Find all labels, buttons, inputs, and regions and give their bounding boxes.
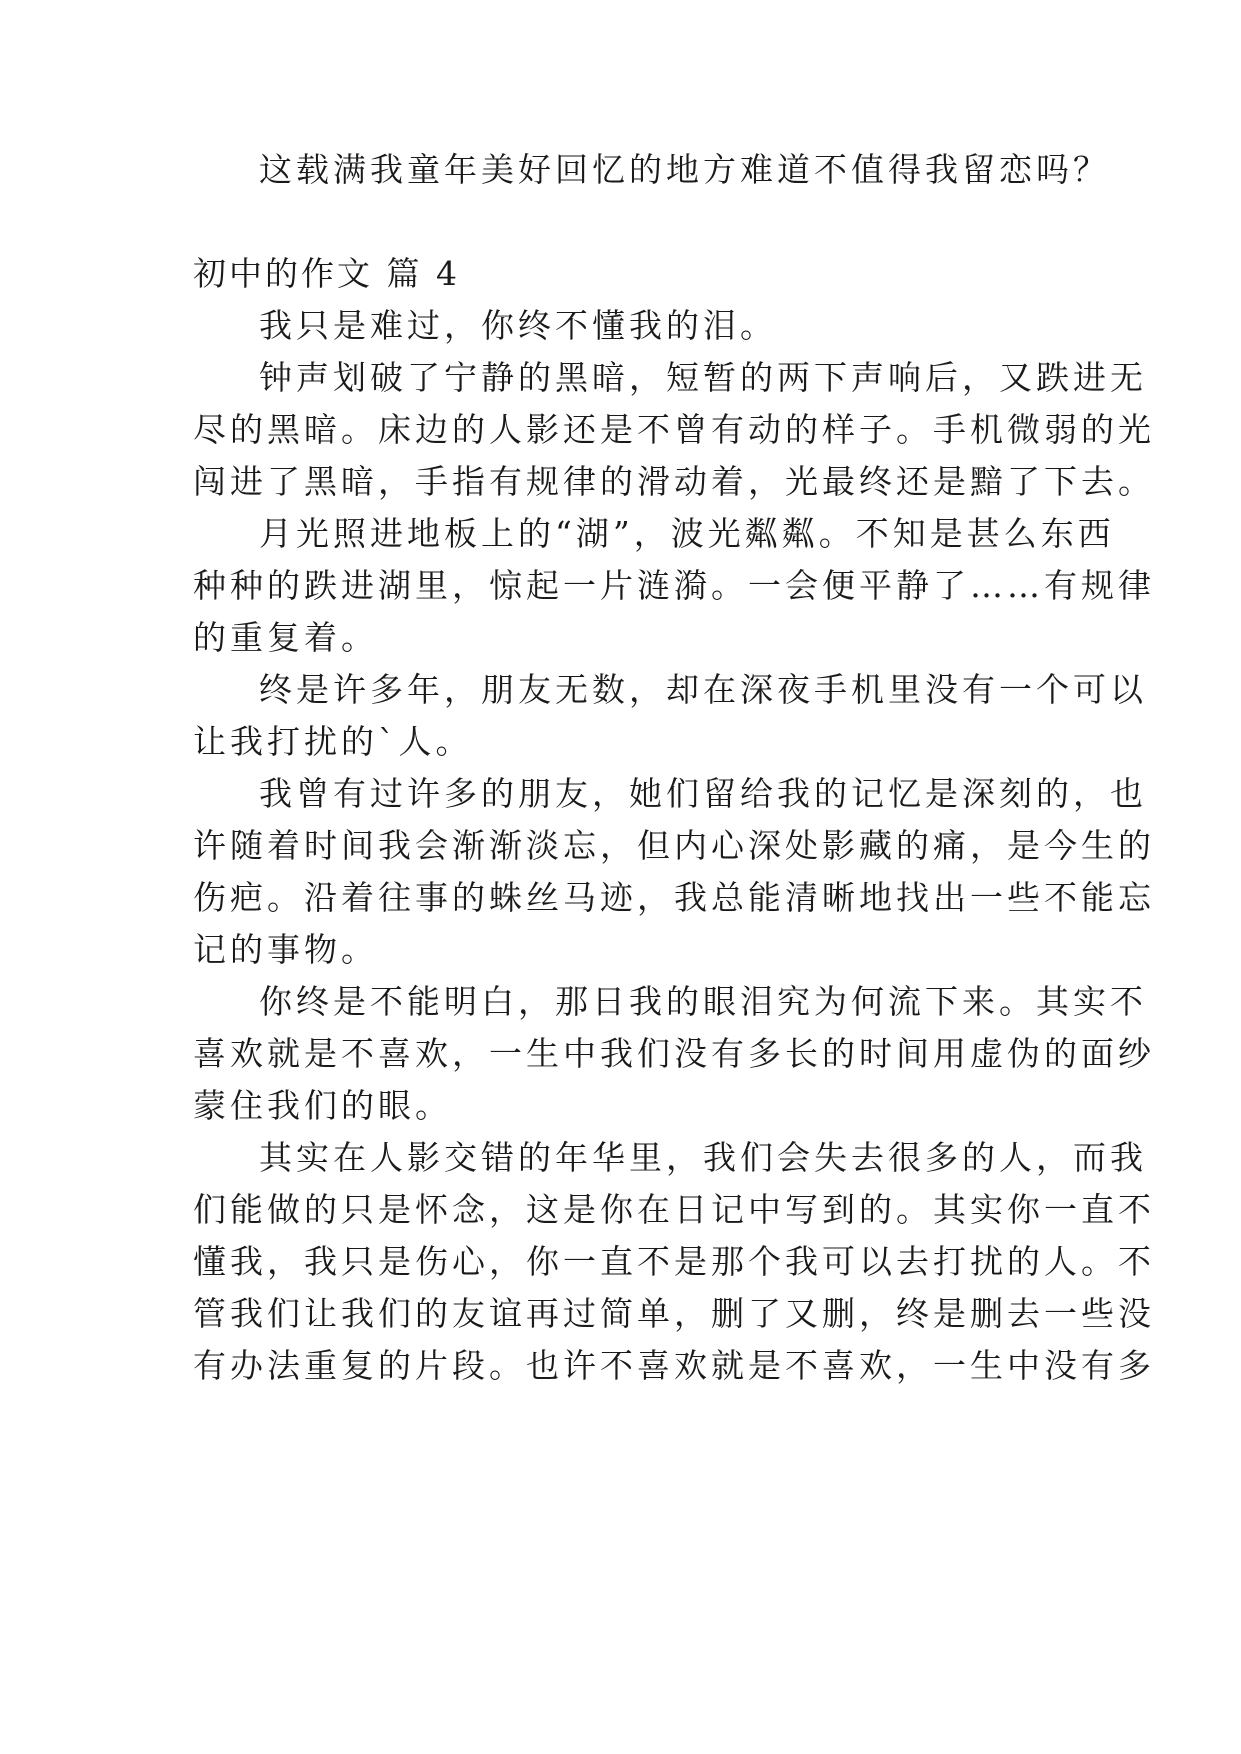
paragraph-5-line-1: 我曾有过许多的朋友，她们留给我的记忆是深刻的，也: [259, 774, 1147, 813]
paragraph-3-line-3: 的重复着。: [193, 618, 378, 657]
paragraph-5-line-4: 记的事物。: [193, 930, 378, 969]
paragraph-3-line-2: 种种的跌进湖里，惊起一片涟漪。一会便平静了……有规律: [193, 566, 1155, 605]
paragraph-2-line-2: 尽的黑暗。床边的人影还是不曾有动的样子。手机微弱的光: [193, 410, 1155, 449]
paragraph-5-line-2: 许随着时间我会渐渐淡忘，但内心深处影藏的痛，是今生的: [193, 826, 1155, 865]
paragraph-3-line-1: 月光照进地板上的“湖”，波光粼粼。不知是甚么东西: [259, 514, 1115, 553]
paragraph-4-line-2: 让我打扰的`人。: [193, 722, 473, 761]
paragraph-1-line-1: 我只是难过，你终不懂我的泪。: [259, 306, 777, 345]
section-heading: 初中的作文 篇 4: [193, 254, 460, 293]
paragraph-7-line-2: 们能做的只是怀念，这是你在日记中写到的。其实你一直不: [193, 1190, 1155, 1229]
paragraph-6-line-3: 蒙住我们的眼。: [193, 1086, 452, 1125]
paragraph-7-line-4: 管我们让我们的友谊再过简单，删了又删，终是删去一些没: [193, 1294, 1155, 1333]
intro-line: 这载满我童年美好回忆的地方难道不值得我留恋吗？: [259, 150, 1110, 189]
paragraph-6-line-1: 你终是不能明白，那日我的眼泪究为何流下来。其实不: [259, 982, 1147, 1021]
paragraph-5-line-3: 伤疤。沿着往事的蛛丝马迹，我总能清晰地找出一些不能忘: [193, 878, 1155, 917]
paragraph-6-line-2: 喜欢就是不喜欢，一生中我们没有多长的时间用虚伪的面纱: [193, 1034, 1155, 1073]
paragraph-2-line-1: 钟声划破了宁静的黑暗，短暂的两下声响后，又跌进无: [259, 358, 1147, 397]
paragraph-7-line-1: 其实在人影交错的年华里，我们会失去很多的人，而我: [259, 1138, 1147, 1177]
paragraph-7-line-5: 有办法重复的片段。也许不喜欢就是不喜欢，一生中没有多: [193, 1346, 1155, 1385]
paragraph-2-line-3: 闯进了黑暗，手指有规律的滑动着，光最终还是黯了下去。: [193, 462, 1155, 501]
paragraph-7-line-3: 懂我，我只是伤心，你一直不是那个我可以去打扰的人。不: [193, 1242, 1155, 1281]
paragraph-4-line-1: 终是许多年，朋友无数，却在深夜手机里没有一个可以: [259, 670, 1147, 709]
